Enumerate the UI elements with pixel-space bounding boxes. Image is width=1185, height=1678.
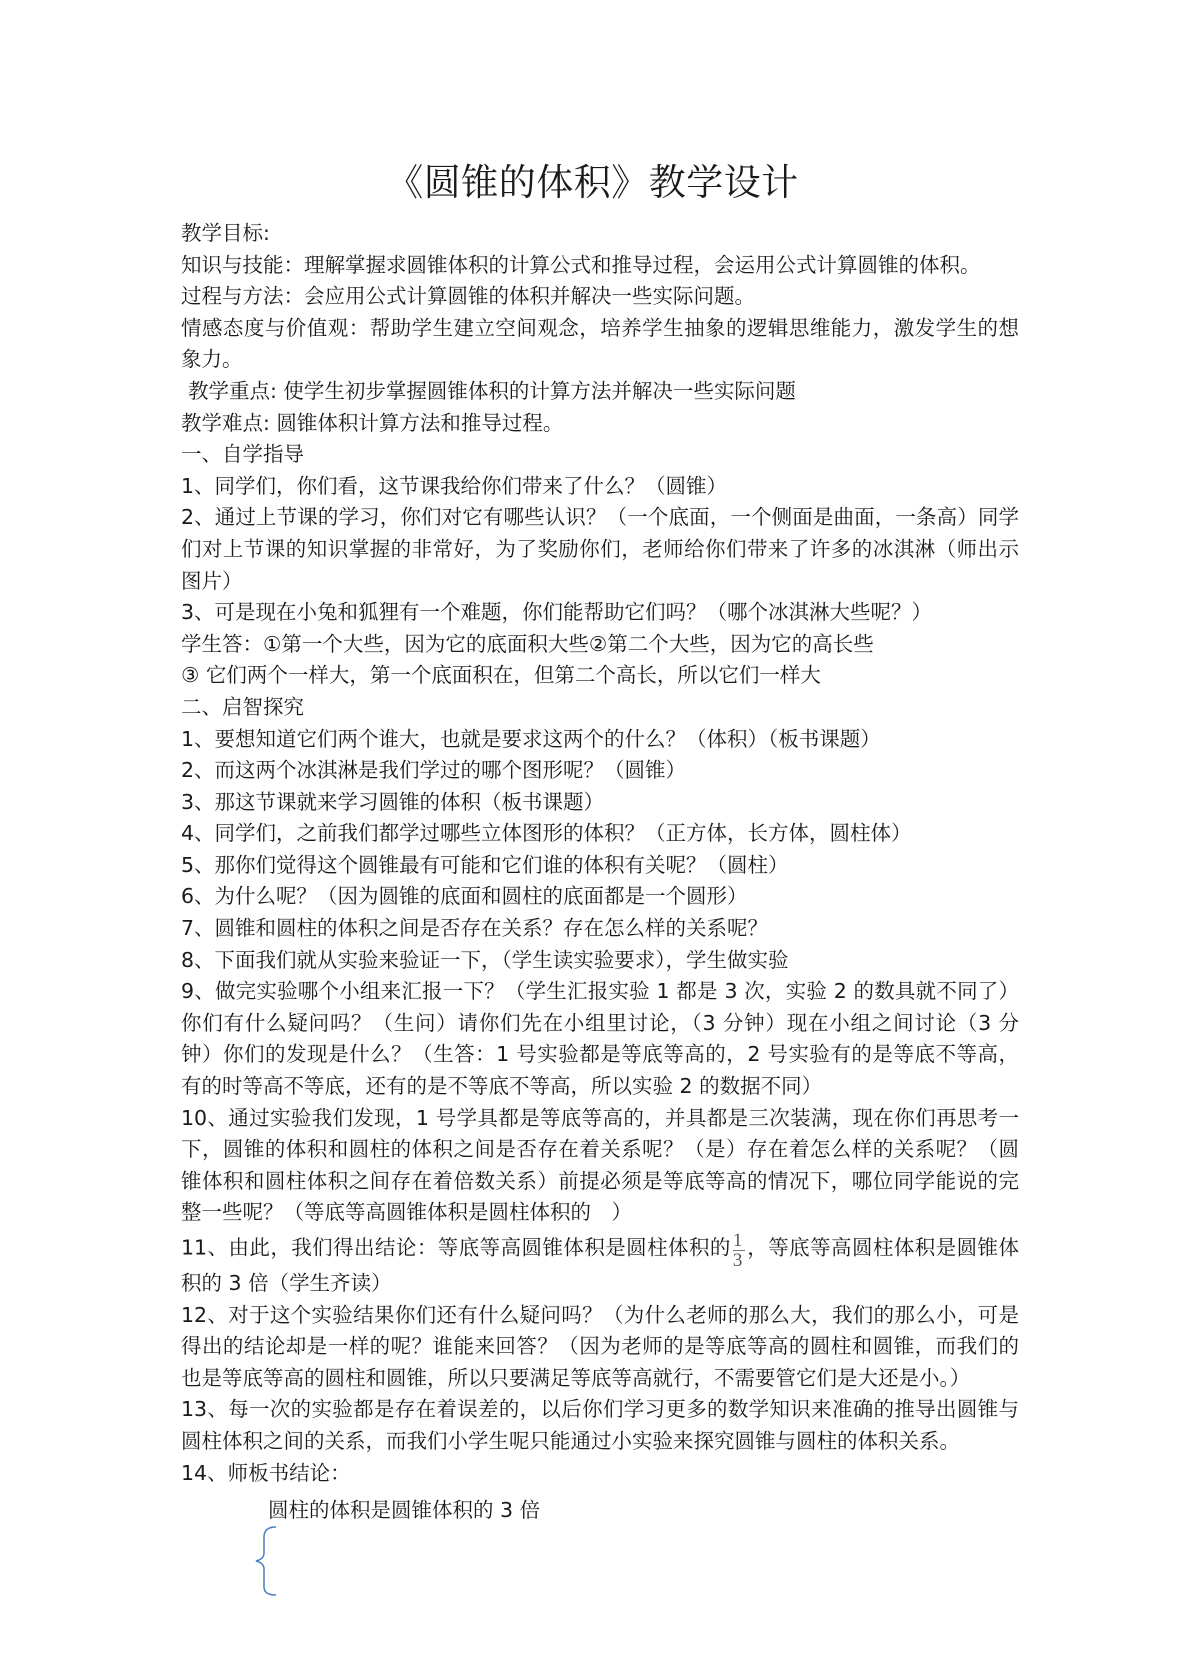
step-2-10: 10、通过实验我们发现，1 号学具都是等底等高的，并具都是三次装满，现在你们再思考一下，圆锥的体积和圆柱的体积之间是否存在着关系呢？（是）存在着怎么样的关系呢？（圆锥体积和圆柱体积之间存在着倍数关系）前提必须是等底等高的情况下，哪位同学能说的完整一些呢？（等底等高圆锥体积是圆柱体积的 ） [181,1105,1019,1225]
step-2-3: 3、那这节课就来学习圆锥的体积（板书课题） [181,789,605,814]
fraction-numerator: 1 [732,1230,743,1251]
objective-emotion: 情感态度与价值观：帮助学生建立空间观念，培养学生抽象的逻辑思维能力，激发学生的想象力。 [181,315,1019,372]
step-2-9: 9、做完实验哪个小组来汇报一下？（学生汇报实验 1 都是 3 次，实验 2 的数具就不同了）你们有什么疑问吗？（生问）请你们先在小组里讨论，（3 分钟）现在小组之间讨论（3 分钟）你们的发现是什么？（生答：1 号实验都是等底等高的，2 号实验有的是等底不等高，有的时等高不等底，还有的是不等底不等高，所以实验 2 的数据不同） [181,979,1019,1099]
difficult-point: 教学难点: 圆锥体积计算方法和推导过程。 [181,410,564,435]
step-2-11 [181,1229,1019,1300]
step-1-3: 3、可是现在小兔和狐狸有一个难题，你们能帮助它们吗？（哪个冰淇淋大些呢？） [181,600,933,625]
fraction-denominator: 3 [732,1250,743,1271]
step-2-4: 4、同学们，之前我们都学过哪些立体图形的体积？（正方体，长方体，圆柱体） [181,821,912,846]
one-third-fraction [733,1231,745,1270]
document-title: 《圆锥的体积》教学设计 [386,161,799,204]
section-heading-1: 一、自学指导 [181,442,304,467]
objective-knowledge: 知识与技能：理解掌握求圆锥体积的计算公式和推导过程，会运用公式计算圆锥的体积。 [181,252,981,277]
objective-process: 过程与方法：会应用公式计算圆锥的体积并解决一些实际问题。 [181,284,755,309]
step-2-11-before: 11、由此，我们得出结论：等底等高圆锥体积是圆柱体积的 [181,1235,731,1260]
student-answer: 学生答：①第一个大些，因为它的底面积大些②第二个大些，因为它的高长些 [181,631,874,656]
step-2-1: 1、要想知道它们两个谁大，也就是要求这两个的什么？（体积）（板书课题） [181,726,881,751]
step-2-11-after: ，等底等高圆柱体积是圆锥体积的 3 倍（学生齐读） [181,1235,1019,1295]
step-2-2: 2、而这两个冰淇淋是我们学过的哪个图形呢？（圆锥） [181,758,687,783]
step-2-12: 12、对于这个实验结果你们还有什么疑问吗？（为什么老师的那么大，我们的那么小，可是得出的结论却是一样的呢？谁能来回答？（因为老师的是等底等高的圆柱和圆锥，而我们的也是等底等高的圆柱和圆锥，所以只要满足等底等高就行，不需要管它们是大还是小。） [181,1302,1019,1390]
step-2-7: 7、圆锥和圆柱的体积之间是否存在关系？存在怎么样的关系呢？ [181,916,769,941]
step-1-2: 2、通过上节课的学习，你们对它有哪些认识？（一个底面，一个侧面是曲面，一条高）同学们对上节课的知识掌握的非常好，为了奖励你们，老师给你们带来了许多的冰淇淋（师出示图片） [181,505,1019,593]
step-2-14: 14、师板书结论： [181,1460,351,1485]
step-2-5: 5、那你们觉得这个圆锥最有可能和它们谁的体积有关呢？（圆柱） [181,852,789,877]
step-2-6: 6、为什么呢？（因为圆锥的底面和圆柱的底面都是一个圆形） [181,884,748,909]
brace-icon [254,1525,278,1597]
objectives-heading: 教学目标: [181,221,270,245]
section-heading-2: 二、启智探究 [181,694,304,719]
step-2-13: 13、每一次的实验都是存在着误差的，以后你们学习更多的数学知识来准确的推导出圆锥与圆柱体积之间的关系，而我们小学生呢只能通过小实验来探究圆锥与圆柱的体积关系。 [181,1397,1019,1453]
key-point: 教学重点: 使学生初步掌握圆锥体积的计算方法并解决一些实际问题 [188,378,796,403]
document-body [181,218,1019,1489]
step-1-1: 1、同学们，你们看，这节课我给你们带来了什么？（圆锥） [181,473,728,498]
board-conclusion: 圆柱的体积是圆锥体积的 3 倍 [268,1498,541,1522]
student-answer-3: ③ 它们两个一样大，第一个底面积在，但第二个高长，所以它们一样大 [181,663,821,688]
step-2-8: 8、下面我们就从实验来验证一下，（学生读实验要求），学生做实验 [181,947,789,972]
